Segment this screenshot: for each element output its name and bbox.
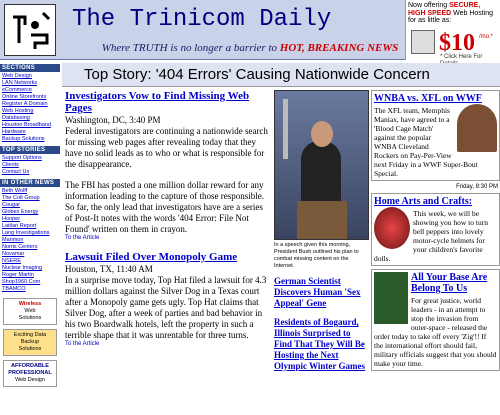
box-text: The XFL team, Memphis Maniax, have agreed to a 'Blood Cage Match' against the popular WNBA Cleveland Rockers on Pay-Per-View next Friday in a WWF Super-Bout Special. bbox=[374, 106, 478, 178]
sidebar-link[interactable]: TBAMCO bbox=[2, 286, 26, 292]
server-icon bbox=[411, 30, 435, 54]
sidebar-link[interactable]: Register A Domain bbox=[2, 101, 48, 107]
story-body: Federal investigators are continuing a nationwide search for missing web pages after revealing today that they have no solid leads as to who or what is responsible for the disappearance. bbox=[65, 126, 268, 169]
photo-caption: In a speech given this morning, President Bush outlined his plan to combat missing content on the Internet. bbox=[274, 242, 359, 269]
top-stories-list bbox=[0, 154, 60, 177]
hosting-ad[interactable] bbox=[405, 0, 500, 60]
photo-column bbox=[274, 90, 369, 415]
ad-text: Web bbox=[24, 308, 36, 314]
sidebar-link[interactable]: Laitlan Report bbox=[2, 223, 37, 229]
timestamp: Friday, 8:30 PM bbox=[456, 184, 498, 190]
pepper-photo bbox=[374, 207, 410, 249]
sidebar-link[interactable]: Nuclear Imaging bbox=[2, 265, 43, 271]
story-dateline: Houston, TX, 11:40 AM bbox=[65, 264, 153, 274]
sidebar-link[interactable]: Globex Energy bbox=[2, 209, 39, 215]
right-column bbox=[371, 90, 500, 415]
sidebar-link[interactable]: Shop1960.Com bbox=[2, 279, 41, 285]
sidebar-link[interactable]: Novamar bbox=[2, 251, 25, 257]
tagline-text: Where TRUTH is no longer a barrier to bbox=[101, 42, 280, 54]
article-link-text[interactable]: To the Article bbox=[65, 341, 100, 347]
story-headline[interactable]: Investigators Vow to Find Missing Web Pages bbox=[65, 90, 250, 114]
wireless-ad[interactable] bbox=[3, 298, 57, 325]
ad-line: Now offering bbox=[408, 2, 450, 9]
box-text: For great justice, world leaders - in an attempt to stop the invasion from outer-space - released the order today to take off every 'Zig'!! If the international effort should fail, military officials suggest that you should make your time. bbox=[374, 296, 497, 368]
sidebar-link[interactable]: Hardware bbox=[2, 129, 26, 135]
cats-photo bbox=[374, 272, 408, 324]
sidebar-link[interactable]: eCommerce bbox=[2, 87, 32, 93]
tagline bbox=[100, 42, 400, 54]
wnba-box bbox=[371, 90, 500, 181]
story-headline[interactable]: German Scientist Discovers Human 'Sex Appeal' Gene bbox=[274, 276, 361, 308]
site-title: The Trinicom Daily bbox=[72, 6, 332, 33]
sidebar-link[interactable]: Clients bbox=[2, 162, 19, 168]
box-headline[interactable]: All Your Base Are Belong To Us bbox=[411, 272, 488, 294]
backup-ad[interactable] bbox=[3, 329, 57, 356]
masthead bbox=[0, 0, 500, 60]
article-link-text[interactable]: To the Article bbox=[65, 235, 100, 241]
box-text: This week, we will be showing you how to turn bell peppers into lovely motor-cycle helmets for your children's favorite dolls. bbox=[374, 209, 488, 263]
other-news-list bbox=[0, 187, 60, 294]
box-headline[interactable]: WNBA vs. XFL on WWF bbox=[374, 93, 482, 104]
sidebar-link[interactable]: Support Options bbox=[2, 155, 42, 161]
story-body: In a surprise move today, Top Hat filed a lawsuit for 4.3 million dollars against the Silver Dog in a Texas court after a Monopoly game gets ugly. Top Hat claims that Silver Dog, after a week of parties and bad behavior in his two Boardwalk hotels, left the property in such a terrible shape that it was unrentable for three turns. bbox=[65, 275, 267, 340]
ad-line-rest: Web Hosting for as little as: bbox=[408, 9, 494, 25]
webdesign-ad[interactable] bbox=[3, 360, 57, 387]
story-headline[interactable]: Residents of Bogaurd, Illinois Surprised to Find That They Will Be Hosting the Next Olympic Winter Games bbox=[274, 317, 365, 371]
sidebar-link[interactable]: NSERE bbox=[2, 258, 21, 264]
other-news-heading: IN OTHER NEWS bbox=[0, 179, 60, 187]
story-body: The FBI has posted a one million dollar reward for any information leading to the capture of those responsible. So far, the only lead that investigators have are a series of Post-It notes with the words '404 Error: File Not Found' written on them in crayon. bbox=[65, 180, 264, 234]
sidebar-link[interactable]: Web Design bbox=[2, 73, 32, 79]
sidebar-link[interactable]: Backup Solutions bbox=[2, 136, 45, 142]
tagline-hot: HOT, BREAKING NEWS bbox=[279, 42, 399, 54]
ad-price: $10 bbox=[439, 30, 475, 56]
ad-per: /mo.* bbox=[479, 34, 494, 40]
top-story-banner: Top Story: '404 Errors' Causing Nationwide Concern bbox=[62, 63, 500, 87]
article-link[interactable] bbox=[65, 235, 269, 241]
sidebar-link[interactable]: Hooper bbox=[2, 216, 21, 222]
allyourbase-box bbox=[371, 269, 500, 371]
ad-text: Solutions bbox=[18, 315, 42, 321]
head-shape bbox=[311, 121, 333, 147]
sidebar-link[interactable]: Roger Martin bbox=[2, 272, 34, 278]
logo-icon bbox=[5, 5, 55, 55]
story-dateline: Washington, DC, 3:40 PM bbox=[65, 115, 161, 125]
sidebar-link[interactable]: Cougar bbox=[2, 202, 21, 208]
box-headline[interactable]: Home Arts and Crafts: bbox=[374, 196, 473, 207]
sidebar-link[interactable]: Norris Centers bbox=[2, 244, 38, 250]
ad-text: Backup bbox=[20, 339, 40, 345]
crafts-box bbox=[371, 193, 500, 266]
sidebar-link[interactable]: Databasing bbox=[2, 115, 30, 121]
ad-text: Web Design bbox=[15, 377, 45, 383]
sidebar-link[interactable]: Marimon bbox=[2, 237, 24, 243]
sections-heading: SECTIONS bbox=[0, 64, 60, 72]
ad-text: PROFESSIONAL bbox=[8, 370, 52, 376]
ad-text: Wireless bbox=[18, 301, 42, 307]
sidebar-link[interactable]: Lang Investigations bbox=[2, 230, 50, 236]
sections-list bbox=[0, 72, 60, 144]
president-photo bbox=[274, 90, 369, 240]
sidebar-link[interactable]: Contact Us bbox=[2, 169, 30, 175]
sidebar-link[interactable]: The Colt Group bbox=[2, 195, 40, 201]
article-link[interactable] bbox=[65, 341, 269, 347]
ad-text: Exciting Data bbox=[13, 332, 47, 338]
sidebar-link[interactable]: Houston Broadband bbox=[2, 122, 51, 128]
story-headline[interactable]: Lawsuit Filed Over Monopoly Game bbox=[65, 251, 238, 263]
sidebar-link[interactable]: Online Storefronts bbox=[2, 94, 47, 100]
sidebar-link[interactable]: LAN Networks bbox=[2, 80, 38, 86]
podium-shape bbox=[297, 201, 347, 239]
main-column bbox=[62, 90, 272, 415]
sidebar bbox=[0, 62, 60, 415]
sidebar-link[interactable]: Beth Wolff bbox=[2, 188, 28, 194]
top-stories-heading: TOP STORIES bbox=[0, 146, 60, 154]
logo[interactable] bbox=[4, 4, 56, 56]
ad-highlight: SECURE, HIGH SPEED bbox=[408, 2, 481, 17]
monument-shape bbox=[283, 99, 288, 159]
ad-click[interactable]: * Click Here For bbox=[440, 54, 483, 60]
ad-text: AFFORDABLE bbox=[11, 363, 49, 369]
sidebar-link[interactable]: Web Hosting bbox=[2, 108, 34, 114]
ad-text: Solutions bbox=[18, 346, 42, 352]
player-photo bbox=[457, 104, 497, 152]
